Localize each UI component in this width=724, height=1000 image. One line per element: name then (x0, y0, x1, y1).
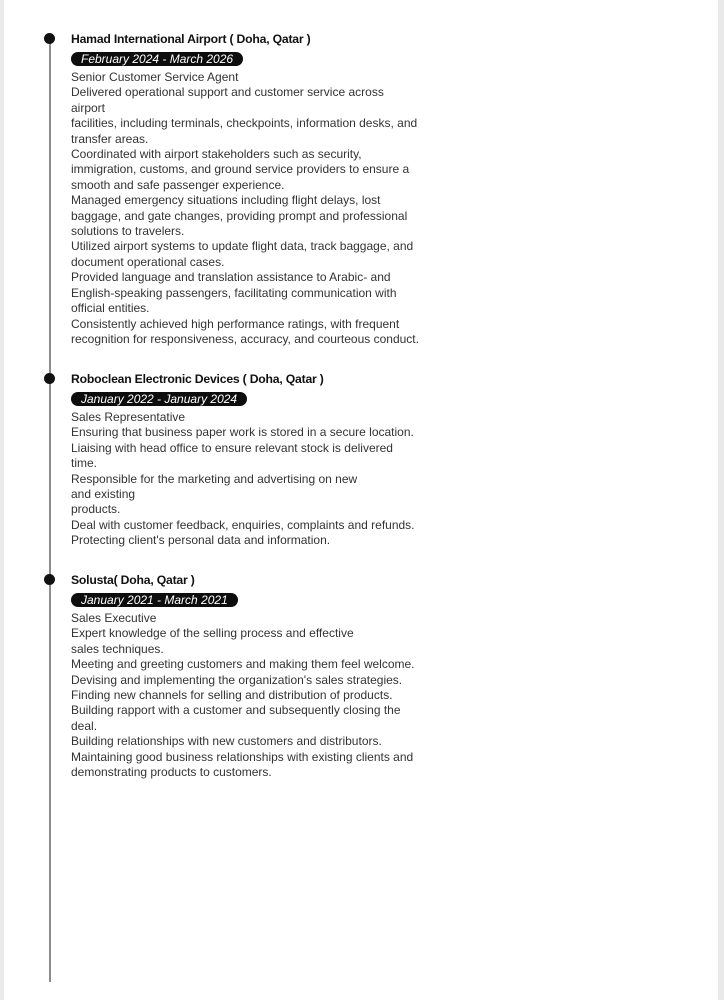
description-line: baggage, and gate changes, providing prompt and professional (71, 208, 408, 223)
description-line: Devising and implementing the organization's sales strategies. (71, 672, 403, 687)
description-line: Finding new channels for selling and distribution of products. (71, 688, 393, 703)
experience-entry-roboclean (71, 372, 451, 549)
description-line: smooth and safe passenger experience. (71, 177, 285, 192)
date-range-badge: January 2021 - March 2021 (71, 593, 238, 607)
description-line: immigration, customs, and ground service providers to ensure a (71, 162, 410, 177)
description-line: recognition for responsiveness, accuracy, and courteous conduct. (71, 331, 419, 346)
description-line: Sales Representative (71, 410, 186, 424)
job-description (71, 410, 451, 549)
timeline-dot-icon (44, 574, 55, 585)
description-line: Deal with customer feedback, enquiries, complaints and refunds. (71, 517, 415, 532)
timeline-dot-icon (44, 33, 55, 44)
description-line: Provided language and translation assistance to Arabic- and (71, 270, 391, 285)
description-line: Liaising with head office to ensure relevant stock is delivered (71, 440, 393, 455)
description-line: demonstrating products to customers. (71, 765, 272, 780)
date-range-badge: February 2024 - March 2026 (71, 52, 243, 66)
description-line: official entities. (71, 301, 150, 316)
timeline-line (49, 40, 51, 982)
description-line: facilities, including terminals, checkpoints, information desks, and (71, 116, 418, 131)
timeline-dot-icon (44, 373, 55, 384)
date-range-badge: January 2022 - January 2024 (71, 392, 247, 406)
description-line: Ensuring that business paper work is stored in a secure location. (71, 425, 414, 440)
description-line: solutions to travelers. (71, 224, 185, 239)
description-line: Building rapport with a customer and subsequently closing the (71, 703, 401, 718)
description-line: Responsible for the marketing and advertising on new (71, 471, 358, 486)
experience-entry-hamad (71, 32, 451, 347)
description-line: Utilized airport systems to update flight data, track baggage, and (71, 239, 414, 254)
description-line: Protecting client's personal data and information. (71, 533, 331, 548)
description-line: Maintaining good business relationships with existing clients and (71, 749, 414, 764)
description-line: Consistently achieved high performance ratings, with frequent (71, 316, 400, 331)
description-line: airport (71, 100, 106, 115)
description-line: Meeting and greeting customers and making them feel welcome. (71, 657, 415, 672)
description-line: and existing (71, 487, 136, 502)
job-description (71, 611, 451, 780)
description-line: deal. (71, 718, 98, 733)
description-line: Coordinated with airport stakeholders such as security, (71, 147, 362, 162)
description-line: document operational cases. (71, 254, 225, 269)
description-line: time. (71, 456, 98, 471)
resume-page (4, 0, 718, 1000)
description-line: Expert knowledge of the selling process and effective (71, 626, 354, 641)
company-name: Hamad International Airport ( Doha, Qatar ) (71, 32, 311, 46)
company-name: Roboclean Electronic Devices ( Doha, Qatar ) (71, 372, 324, 386)
description-line: products. (71, 502, 121, 517)
job-description (71, 70, 451, 347)
company-name: Solusta( Doha, Qatar ) (71, 573, 195, 587)
experience-entry-solusta (71, 573, 451, 780)
description-line: Managed emergency situations including flight delays, lost (71, 193, 381, 208)
description-line: Building relationships with new customers and distributors. (71, 734, 382, 749)
description-line: Delivered operational support and customer service across (71, 85, 384, 100)
description-line: transfer areas. (71, 131, 149, 146)
description-line: Senior Customer Service Agent (71, 70, 239, 84)
description-line: sales techniques. (71, 641, 164, 656)
description-line: English-speaking passengers, facilitating communication with (71, 285, 397, 300)
description-line: Sales Executive (71, 611, 157, 625)
